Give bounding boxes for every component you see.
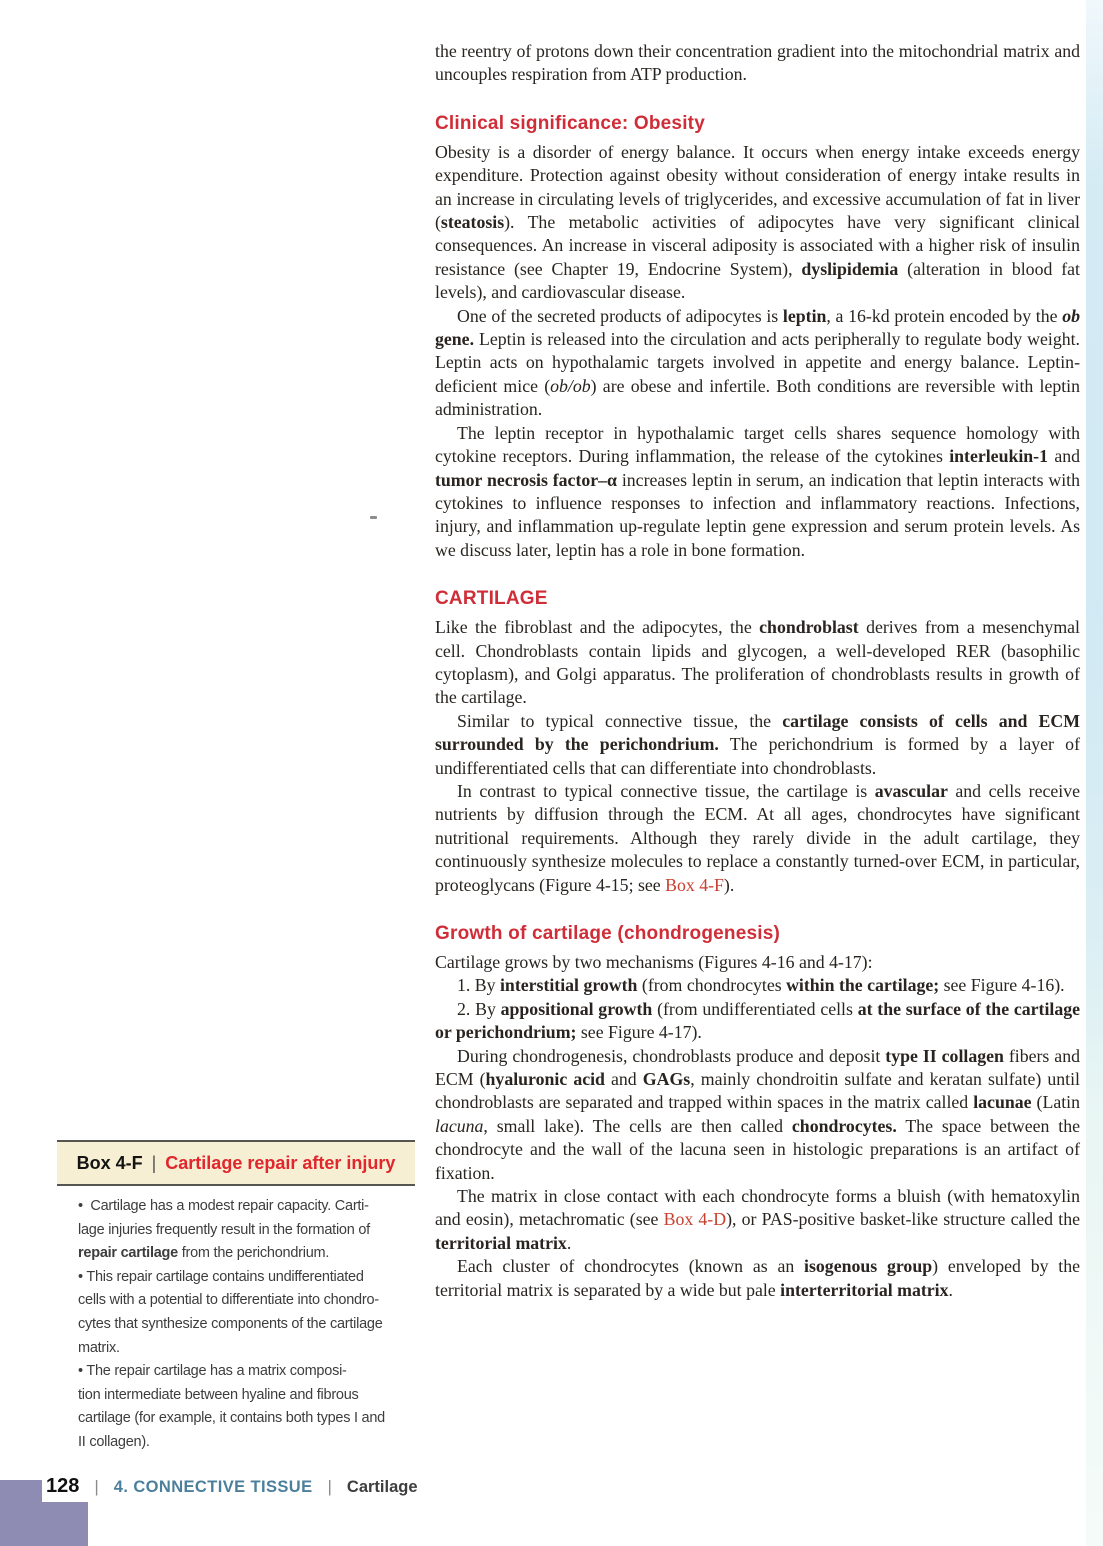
text-segment: , small lake). The cells are then called (483, 1115, 792, 1136)
scan-artifact-mark (370, 516, 377, 519)
text-segment: GAGs (642, 1069, 691, 1090)
text-segment: type II collagen (885, 1045, 1004, 1066)
text-segment: Obesity is a disorder of energy balance. It occurs when energy intake exceeds energy expenditure. Protection against obesity without consideration of energy intake results in an increase in circulating levels of triglycerides, and excessive accumulation of fat in liver ( (435, 141, 1080, 233)
text-segment: The perichondrium is formed by a layer of undifferentiated cells that can differentiate into chondroblasts. (435, 734, 1080, 778)
text-segment: Each cluster of chondrocytes (known as an (457, 1256, 805, 1277)
text-segment: . (566, 1232, 572, 1253)
text-segment: territorial matrix (435, 1232, 567, 1253)
text-segment: interterritorial matrix (780, 1279, 949, 1300)
text-segment: interleukin-1 (949, 446, 1048, 467)
box-text-line (78, 1431, 415, 1455)
box-4f-body (57, 1186, 415, 1455)
text-segment: cartilage (for example, it contains both types I and (78, 1410, 385, 1427)
text-segment: Similar to typical connective tissue, the (457, 710, 783, 731)
text-segment: appositional growth (500, 998, 653, 1019)
text-segment: • This repair cartilage contains undifferentiated (78, 1268, 364, 1285)
text-segment: ), or PAS-positive basket-like structure called the (726, 1209, 1080, 1230)
text-segment: lacuna (435, 1115, 484, 1136)
paragraph (435, 1045, 1080, 1185)
text-segment: see Figure 4-17). (576, 1022, 702, 1043)
box-4f-header (57, 1140, 415, 1186)
text-segment: cells with a potential to differentiate into chondro- (78, 1292, 379, 1309)
box-text-line (78, 1360, 415, 1384)
text-segment: (from undifferentiated cells (652, 998, 858, 1019)
paragraph (435, 1185, 1080, 1255)
text-segment: 1. By (457, 975, 500, 996)
text-segment: The leptin receptor in hypothalamic target cells shares sequence homology with cytokine receptors. During inflammation, the release of the cytokines (435, 422, 1080, 467)
text-segment: interstitial growth (499, 975, 638, 996)
text-segment: The space between the chondrocyte and the wall of the lacuna seen in histologic preparations is an artifact of fixation. (435, 1115, 1080, 1183)
footer-separator: | (327, 1477, 332, 1496)
text-segment: (Latin (1031, 1092, 1080, 1113)
text-segment: repair cartilage (78, 1245, 178, 1262)
paragraph (435, 974, 1080, 997)
text-segment: derives from a mesenchymal cell. Chondroblasts contain lipids and glycogen, a well-developed RER (basophilic cytoplasm), and Golgi apparatus. The proliferation of chondroblasts results in growth of the cartilage. (435, 617, 1080, 708)
box-title: Cartilage repair after injury (165, 1152, 396, 1173)
text-segment: from the perichondrium. (177, 1245, 330, 1262)
box-text-line (78, 1289, 415, 1313)
text-segment: lage injuries frequently result in the formation of (78, 1221, 370, 1238)
text-segment: hyaluronic acid (485, 1069, 605, 1090)
text-segment: gene. (435, 329, 475, 350)
paragraph (435, 616, 1080, 710)
text-segment: within the cartilage; (786, 975, 940, 996)
text-segment: matrix. (78, 1339, 120, 1356)
text-segment: avascular (874, 780, 948, 801)
text-segment: In contrast to typical connective tissue, the cartilage is (457, 780, 875, 801)
text-segment: cartilage consists of cells and ECM surrounded by the perichondrium. (435, 710, 1081, 755)
footer-separator: | (94, 1477, 99, 1496)
text-segment: isogenous group (804, 1256, 933, 1277)
main-column (435, 40, 1080, 1302)
text-segment: , mainly chondroitin sulfate and keratan sulfate) until chondroblasts are separated and trapped within spaces in the matrix called (435, 1069, 1080, 1113)
box-separator: | (151, 1152, 157, 1173)
text-segment: • The repair cartilage has a matrix composi- (78, 1363, 347, 1380)
section-heading: CARTILAGE (435, 588, 548, 610)
box-text-line (78, 1313, 415, 1337)
paragraph (435, 1255, 1080, 1302)
paragraph (435, 780, 1080, 897)
text-segment: cytes that synthesize components of the cartilage (78, 1315, 383, 1332)
text-segment: II collagen). (78, 1433, 150, 1450)
box-text-line (78, 1384, 415, 1408)
text-segment: . (948, 1279, 953, 1300)
text-segment: ) enveloped by the territorial matrix is separated by a wide but pale (435, 1256, 1080, 1300)
text-segment: and (1048, 446, 1081, 467)
paragraph (435, 998, 1080, 1045)
cross-reference: Box 4-F (665, 874, 724, 895)
text-segment: steatosis (440, 212, 505, 233)
paragraph (435, 305, 1080, 422)
paragraph (435, 40, 1080, 87)
text-segment: ). The metabolic activities of adipocytes have very significant clinical consequences. An increase in visceral adiposity is associated with a higher risk of insulin resistance (see Chapter 19, Endocrine System), (435, 212, 1080, 279)
text-segment: chondroblast (759, 617, 859, 638)
page-number: 128 (46, 1475, 80, 1497)
text-segment: tion intermediate between hyaline and fibrous (78, 1386, 359, 1403)
text-segment: One of the secreted products of adipocytes is (457, 305, 783, 326)
cross-reference: Box 4-D (663, 1209, 727, 1230)
text-segment: ob (1062, 305, 1080, 326)
page-footer (46, 1475, 418, 1498)
paragraph (435, 951, 1080, 974)
chapter-title: 4. CONNECTIVE TISSUE (113, 1478, 313, 1496)
text-segment: 2. By (457, 998, 501, 1019)
box-text-line (78, 1407, 415, 1431)
section-name: Cartilage (346, 1478, 418, 1496)
text-segment: leptin (782, 305, 827, 326)
text-segment: lacunae (973, 1092, 1032, 1113)
box-text-line (78, 1195, 415, 1219)
box-text-line (78, 1219, 415, 1243)
paragraph (435, 422, 1080, 562)
page-corner-block-large (0, 1502, 88, 1546)
text-segment: tumor necrosis factor–α (435, 469, 617, 490)
text-segment: (alteration in blood fat levels), and cardiovascular disease. (435, 258, 1080, 303)
text-segment: ) are obese and infertile. Both conditions are reversible with leptin administration. (435, 375, 1080, 420)
text-segment: the reentry of protons down their concentration gradient into the mitochondrial matrix and uncouples respiration from ATP production. (435, 41, 1080, 85)
text-segment: Leptin is released into the circulation and acts peripherally to regulate body weight. Leptin acts on hypothalamic targets involved in appetite and energy balance. Leptin-deficient mice ( (435, 329, 1080, 396)
box-label: Box 4-F (76, 1152, 143, 1173)
page-edge-tint (1086, 0, 1103, 1546)
text-segment: ob/ob (550, 375, 591, 396)
paragraph (435, 710, 1080, 780)
box-text-line (78, 1242, 415, 1266)
text-segment: During chondrogenesis, chondroblasts produce and deposit (457, 1045, 886, 1066)
box-text-line (78, 1266, 415, 1290)
text-segment: see Figure 4-16). (939, 975, 1065, 996)
page-corner-block-small (0, 1480, 42, 1503)
text-segment: at the surface of the cartilage or perichondrium; (435, 998, 1081, 1043)
box-4f (57, 1140, 415, 1455)
text-segment: Like the fibroblast and the adipocytes, the (435, 617, 760, 638)
text-segment: increases leptin in serum, an indication that leptin interacts with cytokines to influence responses to infection and inflammatory reactions. Infections, injury, and inflammation up-regulate leptin gene expression and serum protein levels. As we discuss later, leptin has a role in bone formation. (435, 469, 1080, 560)
text-segment: and (604, 1069, 643, 1090)
text-segment: fibers and ECM ( (435, 1045, 1080, 1090)
paragraph (435, 141, 1080, 305)
section-heading: Clinical significance: Obesity (435, 112, 705, 134)
text-segment: • Cartilage has a modest repair capacity. Carti- (78, 1198, 369, 1214)
box-text-line (78, 1337, 415, 1361)
text-segment: ). (723, 874, 735, 895)
text-segment: (from chondrocytes (637, 975, 787, 996)
text-segment: dyslipidemia (801, 258, 899, 279)
text-segment: and cells receive nutrients by diffusion through the ECM. At all ages, chondrocytes have significant nutritional requirements. Although they rarely divide in the adult cartilage, they continuously synthesize molecules to replace a constantly turned-over ECM, in particular, proteoglycans (Figure 4-15; see (435, 780, 1080, 895)
section-heading: Growth of cartilage (chondrogenesis) (435, 923, 781, 944)
text-segment: chondrocytes. (791, 1115, 897, 1136)
text-segment: Cartilage grows by two mechanisms (Figures 4-16 and 4-17): (435, 952, 873, 972)
text-segment: The matrix in close contact with each chondrocyte forms a bluish (with hematoxylin and eosin), metachromatic (see (435, 1186, 1080, 1230)
text-segment: , a 16-kd protein encoded by the (826, 305, 1063, 326)
